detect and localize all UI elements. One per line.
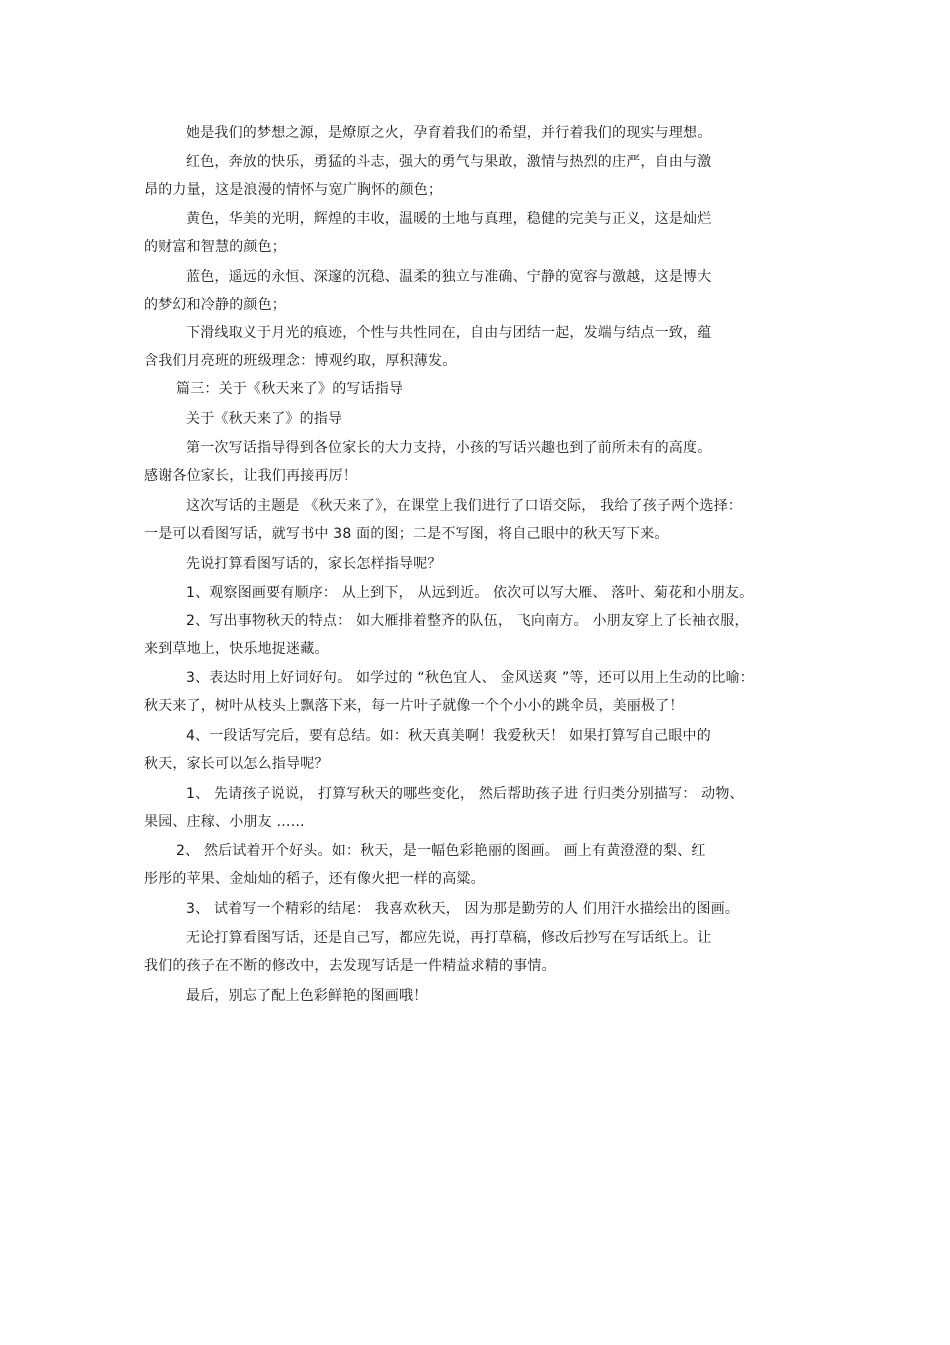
paragraph-line: 我们的孩子在不断的修改中，去发现写话是一件精益求精的事情。 — [144, 958, 556, 974]
paragraph-line: 果园、庄稼、小朋友 …… — [144, 814, 305, 830]
paragraph-line: 秋天来了，树叶从枝头上飘落下来，每一片叶子就像一个个小小的跳伞员，美丽极了！ — [144, 698, 684, 714]
paragraph-line: 彤彤的苹果、金灿灿的稻子，还有像火把一样的高粱。 — [144, 871, 485, 887]
paragraph-line: 含我们月亮班的班级理念：博观约取，厚积薄发。 — [144, 353, 457, 369]
section-heading: 篇三：关于《秋天来了》的写话指导 — [176, 381, 404, 397]
paragraph-line: 的梦幻和冷静的颜色； — [144, 297, 286, 313]
list-item: 1、观察图画要有顺序： 从上到下， 从远到近。 依次可以写大雁、 落叶、菊花和小朋友。 — [186, 585, 754, 601]
list-item: 3、表达时用上好词好句。 如学过的 “秋色宜人、 金风送爽 ”等，还可以用上生动的比喻： — [186, 670, 755, 686]
paragraph-line: 最后，别忘了配上色彩鲜艳的图画哦！ — [186, 988, 428, 1004]
paragraph-line: 下滑线取义于月光的痕迹，个性与共性同在，自由与团结一起，发端与结点一致，蕴 — [186, 325, 712, 341]
paragraph-line: 她是我们的梦想之源，是燎原之火，孕育着我们的希望，并行着我们的现实与理想。 — [186, 125, 712, 141]
list-item: 4、一段话写完后，要有总结。如：秋天真美啊！我爱秋天！ 如果打算写自己眼中的 — [186, 728, 711, 744]
paragraph-line: 昂的力量，这是浪漫的情怀与宽广胸怀的颜色； — [144, 182, 443, 198]
paragraph-line: 第一次写话指导得到各位家长的大力支持，小孩的写话兴趣也到了前所未有的高度。 — [186, 440, 712, 456]
paragraph-line: 这次写话的主题是 《秋天来了》，在课堂上我们进行了口语交际， 我给了孩子两个选择： — [186, 498, 743, 514]
paragraph-line: 先说打算看图写话的，家长怎样指导呢？ — [186, 556, 442, 572]
paragraph-line: 感谢各位家长，让我们再接再厉！ — [144, 468, 357, 484]
paragraph-line: 黄色，华美的光明，辉煌的丰收，温暖的土地与真理，稳健的完美与正义，这是灿烂 — [186, 211, 712, 227]
paragraph-line: 秋天，家长可以怎么指导呢？ — [144, 756, 329, 772]
list-item: 2、写出事物秋天的特点： 如大雁排着整齐的队伍， 飞向南方。 小朋友穿上了长袖衣服， — [186, 613, 749, 629]
paragraph-line: 无论打算看图写话，还是自己写，都应先说，再打草稿，修改后抄写在写话纸上。让 — [186, 930, 712, 946]
list-item: 2、 然后试着开个好头。如：秋天，是一幅色彩艳丽的图画。 画上有黄澄澄的梨、红 — [176, 843, 706, 859]
list-item: 1、 先请孩子说说， 打算写秋天的哪些变化， 然后帮助孩子进 行归类分别描写： 动物、 — [186, 786, 744, 802]
paragraph-line: 红色，奔放的快乐，勇猛的斗志，强大的勇气与果敢，激情与热烈的庄严，自由与激 — [186, 154, 712, 170]
paragraph-line: 的财富和智慧的颜色； — [144, 239, 286, 255]
paragraph-line: 一是可以看图写话，就写书中 38 面的图；二是不写图，将自己眼中的秋天写下来。 — [144, 526, 669, 542]
list-item: 3、 试着写一个精彩的结尾： 我喜欢秋天， 因为那是勤劳的人 们用汗水描绘出的图画。 — [186, 901, 740, 917]
subheading: 关于《秋天来了》的指导 — [186, 411, 343, 427]
paragraph-line: 蓝色，遥远的永恒、深邃的沉稳、温柔的独立与准确、宁静的宽容与激越，这是博大 — [186, 269, 712, 285]
paragraph-line: 来到草地上，快乐地捉迷藏。 — [144, 641, 329, 657]
